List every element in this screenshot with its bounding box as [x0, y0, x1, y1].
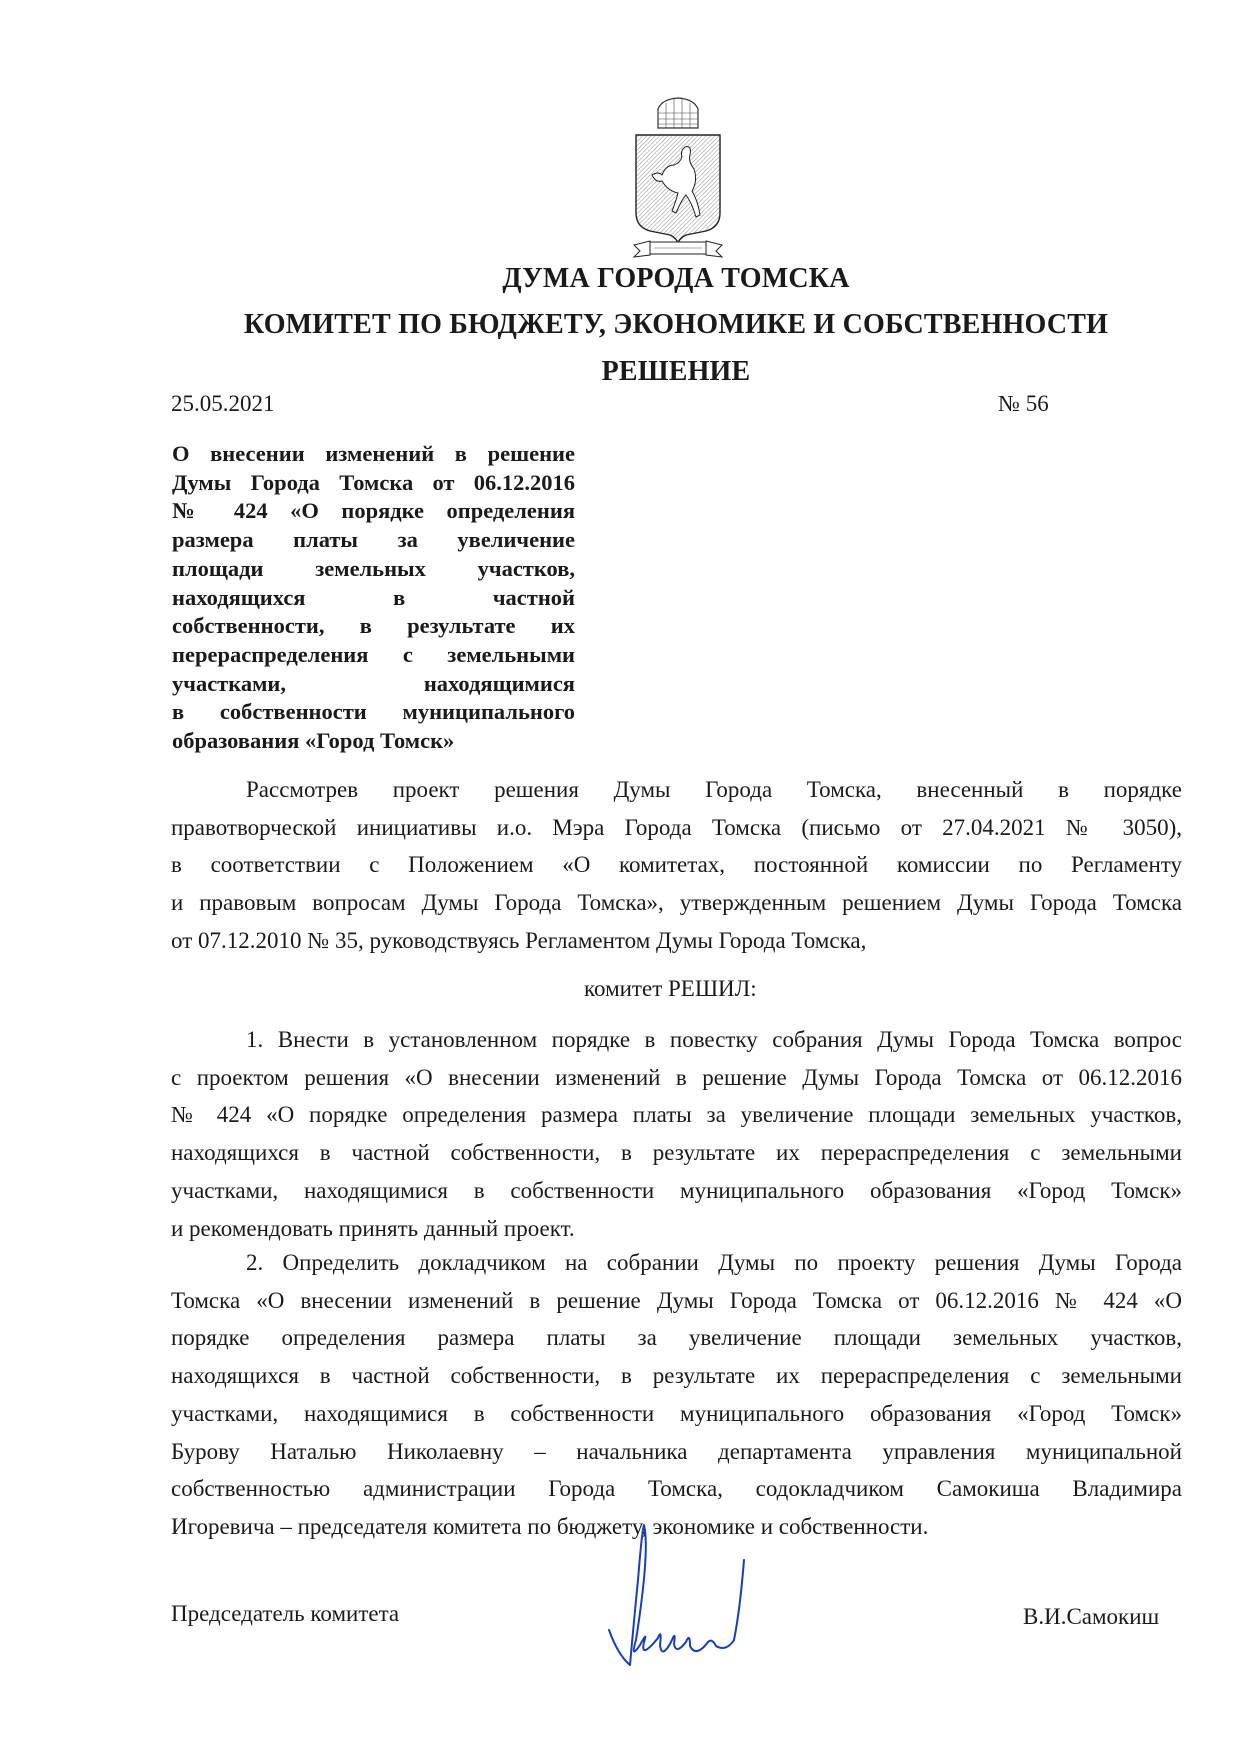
- signatory-position: Председатель комитета: [171, 1601, 400, 1626]
- item-2-paragraph: [171, 1244, 1182, 1546]
- title-line: № 424 «О порядке определения: [172, 498, 575, 524]
- handwritten-signature: [600, 1520, 770, 1670]
- document-date: 25.05.2021: [171, 391, 275, 416]
- document-type: РЕШЕНИЕ: [601, 356, 751, 387]
- signatory-name: В.И.Самокиш: [1023, 1604, 1160, 1629]
- resolved-heading: комитет РЕШИЛ:: [584, 976, 757, 1001]
- item-2-line: 2. Определить докладчиком на собрании Думы по проекту решения Думы Города: [246, 1250, 1182, 1275]
- document-number: № 56: [998, 391, 1049, 416]
- preamble-line: Рассмотрев проект решения Думы Города Томска, внесенный в порядке: [246, 777, 1182, 802]
- item-2-line: участками, находящимися в собственности муниципального образования «Город Томск»: [171, 1400, 1182, 1426]
- title-line: Думы Города Томска от 06.12.2016: [172, 469, 575, 495]
- item-2-line: собственностью администрации Города Томска, содокладчиком Самокиша Владимира: [171, 1476, 1182, 1502]
- title-line: образования «Город Томск»: [172, 728, 455, 754]
- document-title: [172, 440, 575, 756]
- item-2-line: Томска «О внесении изменений в решение Думы Города Томска от 06.12.2016 № 424 «О: [171, 1287, 1182, 1313]
- title-line: площади земельных участков,: [172, 555, 575, 581]
- item-1-line: 1. Внести в установленном порядке в повестку собрания Думы Города Томска вопрос: [246, 1027, 1182, 1052]
- preamble-line: от 07.12.2010 № 35, руководствуясь Регламентом Думы Города Томска,: [171, 927, 867, 953]
- item-1-line: и рекомендовать принять данный проект.: [171, 1215, 575, 1241]
- item-1-line: находящихся в частной собственности, в результате их перераспределения с земельными: [171, 1140, 1182, 1166]
- item-2-line: порядке определения размера платы за увеличение площади земельных участков,: [171, 1325, 1182, 1351]
- title-line: собственности, в результате их: [172, 613, 575, 639]
- item-1-line: с проектом решения «О внесении изменений в решение Думы Города Томска от 06.12.2016: [171, 1064, 1182, 1090]
- title-line: О внесении изменений в решение: [172, 441, 575, 466]
- preamble-line: и правовым вопросам Думы Города Томска», утвержденным решением Думы Города Томска: [171, 890, 1182, 916]
- preamble-line: правотворческой инициативы и.о. Мэра Города Томска (письмо от 27.04.2021 № 3050),: [171, 814, 1182, 840]
- committee-name: КОМИТЕТ ПО БЮДЖЕТУ, ЭКОНОМИКЕ И СОБСТВЕННОСТИ: [243, 309, 1109, 340]
- title-line: перераспределения с земельными: [172, 641, 575, 667]
- org-name: ДУМА ГОРОДА ТОМСКА: [502, 263, 850, 294]
- item-2-line: Бурову Наталью Николаевну – начальника департамента управления муниципальной: [171, 1438, 1182, 1464]
- item-2-line: Игоревича – председателя комитета по бюджету, экономике и собственности.: [171, 1513, 929, 1539]
- coat-of-arms-emblem: [628, 95, 728, 267]
- preamble-line: в соответствии с Положением «О комитетах, постоянной комиссии по Регламенту: [171, 852, 1182, 878]
- title-line: находящихся в частной: [172, 584, 575, 610]
- item-1-paragraph: [171, 1021, 1182, 1247]
- item-1-line: участками, находящимися в собственности муниципального образования «Город Томск»: [171, 1177, 1182, 1203]
- title-line: участками, находящимися: [172, 670, 575, 696]
- item-2-line: находящихся в частной собственности, в результате их перераспределения с земельными: [171, 1363, 1182, 1389]
- title-line: в собственности муниципального: [172, 699, 575, 725]
- preamble-paragraph: [171, 771, 1182, 960]
- item-1-line: № 424 «О порядке определения размера платы за увеличение площади земельных участков,: [171, 1102, 1182, 1128]
- title-line: размера платы за увеличение: [172, 527, 575, 553]
